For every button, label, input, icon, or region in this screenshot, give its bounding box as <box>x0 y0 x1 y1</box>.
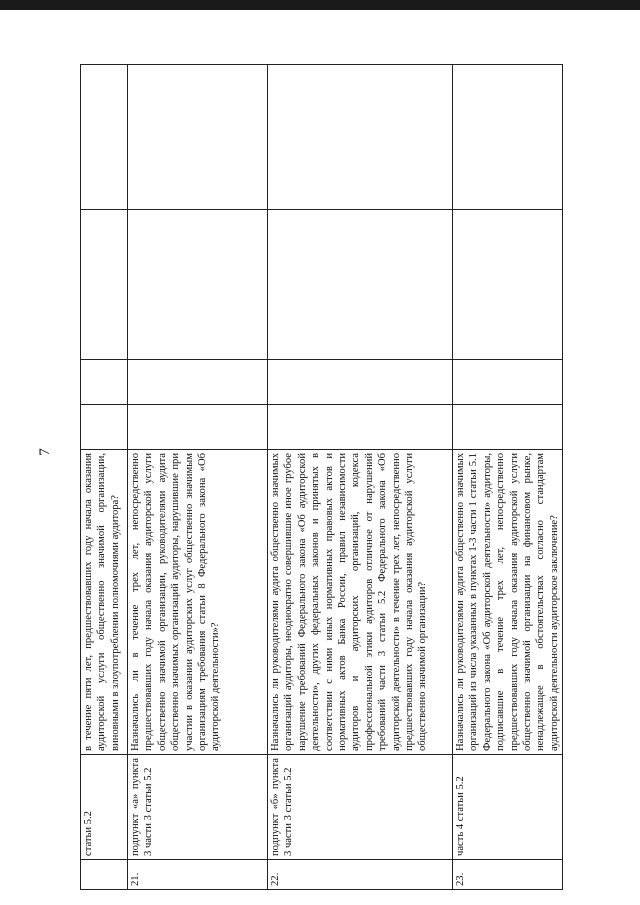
answer-yes-cell <box>81 405 128 450</box>
answer-na-cell <box>268 210 453 360</box>
notes-cell <box>453 65 563 210</box>
answer-na-cell <box>81 210 128 360</box>
answer-no-cell <box>453 360 563 405</box>
page-number: 7 <box>37 448 53 456</box>
table-row <box>81 65 128 890</box>
row-number: 21. <box>128 860 268 890</box>
legal-reference: часть 4 статьи 5.2 <box>453 755 563 860</box>
question-text: Назначались ли руководителями аудита общественно значимых организаций из числа указанных в пунктах 1-3 части 1 статьи 5.1 Федерального закона «Об аудиторской деятельности» аудиторы, подписавшие в течение трех лет, непосредственно предшествовавших году начала оказания аудиторской услуги общественно значимой организации на финансовом рынке, ненадлежащее в обстоятельствах согласно стандартам аудиторской деятельности аудиторское заключение? <box>453 450 563 755</box>
legal-reference: подпункт «б» пункта 3 части 3 статьи 5.2 <box>268 755 453 860</box>
table-row <box>268 65 453 890</box>
legal-reference: подпункт «а» пункта 3 части 3 статьи 5.2 <box>128 755 268 860</box>
question-text: Назначались ли в течение трех лет, непосредственно предшествовавших году начала оказания аудиторской услуги общественно значимой организации, руководителями аудита общественно значимых организаций аудиторы, нарушившие при участии в оказании аудиторских услуг общественно значимым организациям требования статьи 8 Федерального закона «Об аудиторской деятельности»? <box>128 450 268 755</box>
legal-reference: статьи 5.2 <box>81 755 128 860</box>
notes-cell <box>268 65 453 210</box>
answer-na-cell <box>128 210 268 360</box>
row-number: 22. <box>268 860 453 890</box>
answer-yes-cell <box>453 405 563 450</box>
checklist-table <box>80 64 563 890</box>
answer-na-cell <box>453 210 563 360</box>
checklist-table-rotated <box>80 65 560 890</box>
question-text: в течение пяти лет, предшествовавших году начала оказания аудиторской услуги общественно значимой организации, виновными в злоупотреблении полномочиями аудитора? <box>81 450 128 755</box>
answer-no-cell <box>81 360 128 405</box>
answer-no-cell <box>128 360 268 405</box>
row-number <box>81 860 128 890</box>
row-number: 23. <box>453 860 563 890</box>
table-row <box>453 65 563 890</box>
question-text: Назначались ли руководителями аудита общественно значимых организаций аудиторы, неоднократно совершившие иное грубое нарушение требований Федерального закона «Об аудиторской деятельности», других федеральных законов и принятых в соответствии с ними иных нормативных правовых актов и нормативных актов Банка России, правил независимости аудиторов и аудиторских организаций, кодекса профессиональной этики аудиторов отличное от нарушений требований части 3 статьи 5.2 Федерального закона «Об аудиторской деятельности» в течение трех лет, непосредственно предшествовавших году начала оказания аудиторской услуги общественно значимой организации? <box>268 450 453 755</box>
answer-no-cell <box>268 360 453 405</box>
scan-top-edge <box>0 0 640 10</box>
answer-yes-cell <box>128 405 268 450</box>
notes-cell <box>81 65 128 210</box>
answer-yes-cell <box>268 405 453 450</box>
table-row <box>128 65 268 890</box>
notes-cell <box>128 65 268 210</box>
